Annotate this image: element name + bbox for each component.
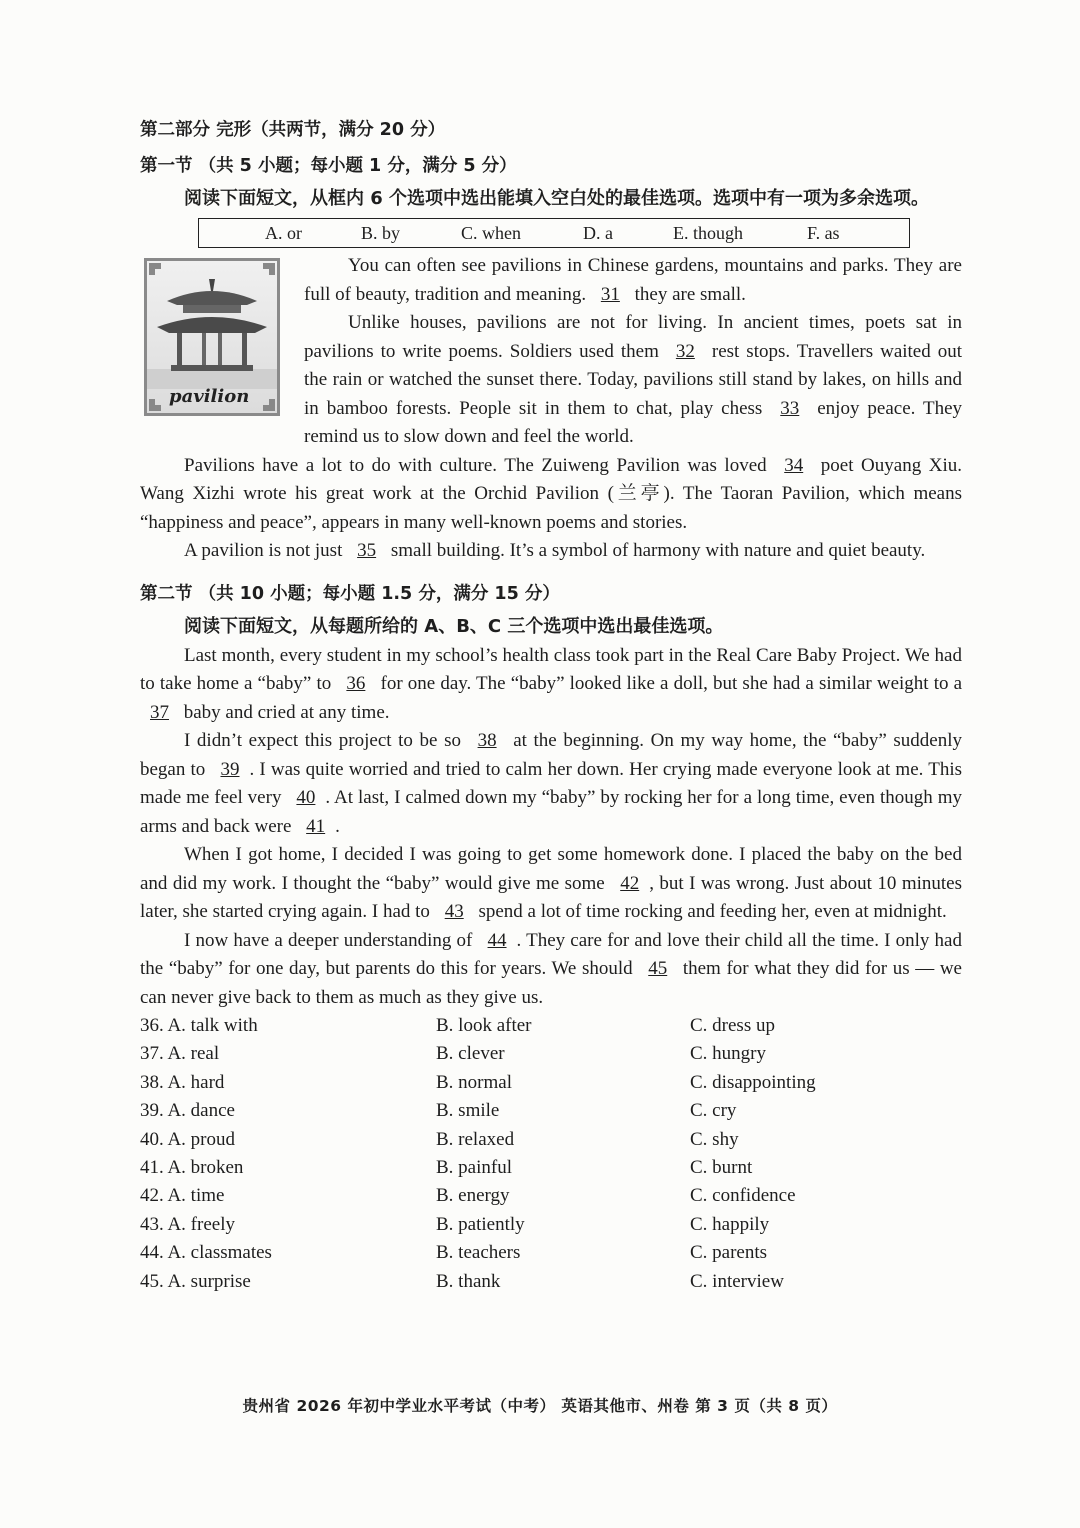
- choice-a[interactable]: 39. A. dance: [140, 1100, 235, 1122]
- choice-row-41: [140, 1154, 962, 1182]
- choice-c[interactable]: C. confidence: [690, 1185, 796, 1207]
- choice-a[interactable]: 38. A. hard: [140, 1071, 225, 1093]
- passage1-para1: You can often see pavilions in Chinese gardens, mountains and parks. They are full of beauty, tradition and meaning. 31 they are small.: [304, 252, 962, 309]
- part-title: 第二部分 完形（共两节，满分 20 分）: [140, 120, 446, 140]
- choice-b[interactable]: B. energy: [436, 1185, 510, 1207]
- choice-a[interactable]: 40. A. proud: [140, 1128, 235, 1150]
- blank-41[interactable]: 41: [306, 815, 326, 837]
- choice-c[interactable]: C. happily: [690, 1213, 770, 1235]
- blank-43[interactable]: 43: [444, 901, 464, 922]
- blank-44[interactable]: 44: [487, 929, 507, 951]
- choice-a[interactable]: 37. A. real: [140, 1043, 220, 1065]
- blank-34[interactable]: 34: [784, 454, 804, 476]
- blank-32[interactable]: 32: [675, 340, 695, 362]
- passage1-top: [140, 252, 962, 452]
- choice-row-42: [140, 1182, 962, 1210]
- section2-instruction: 阅读下面短文，从每题所给的 A、B、C 三个选项中选出最佳选项。: [184, 615, 724, 637]
- choice-a[interactable]: 44. A. classmates: [140, 1242, 272, 1264]
- choice-row-36: [140, 1012, 962, 1040]
- choice-c[interactable]: C. burnt: [690, 1157, 753, 1179]
- option-a: A. or: [265, 222, 302, 243]
- option-d: D. a: [583, 222, 613, 243]
- passage2-para4: I now have a deeper understanding of 44 . They care for and love their child all the time. I only had the “baby” for one day, but parents do this for years. We should 45 them for what they did for us — we can never give back to them as much as they give us.: [140, 927, 962, 1013]
- option-f: F. as: [807, 222, 840, 243]
- choice-c[interactable]: C. hungry: [690, 1043, 766, 1065]
- blank-35[interactable]: 35: [357, 540, 377, 561]
- choice-a[interactable]: 42. A. time: [140, 1185, 225, 1207]
- section1-title: 第一节 （共 5 小题；每小题 1 分，满分 5 分）: [140, 156, 517, 176]
- passage1-para2: Unlike houses, pavilions are not for living. In ancient times, poets sat in pavilions to write poems. Soldiers used them 32 rest stops. Travellers waited out the rain or watched the sunset there. Today, pavilions still stand by lakes, on hills and in bamboo forests. People sit in them to chat, play chess 33 enjoy peace. They remind us to slow down and feel the world.: [304, 312, 963, 447]
- choice-b[interactable]: B. teachers: [436, 1242, 521, 1264]
- pavilion-image: [144, 258, 280, 416]
- pavilion-caption: pavilion: [169, 386, 250, 407]
- choice-c[interactable]: C. cry: [690, 1100, 737, 1122]
- choice-a[interactable]: 36. A. talk with: [140, 1015, 258, 1036]
- blank-45[interactable]: 45: [648, 958, 668, 979]
- blank-42[interactable]: 42: [620, 872, 640, 894]
- choice-c[interactable]: C. shy: [690, 1128, 739, 1150]
- blank-40[interactable]: 40: [296, 787, 316, 808]
- choice-b[interactable]: B. clever: [436, 1043, 505, 1065]
- choice-b[interactable]: B. painful: [436, 1157, 512, 1179]
- passage2-para1: Last month, every student in my school’s health class took part in the Real Care Baby Project. We had to take home a “baby” to 36 for one day. The “baby” looked like a doll, but she had a similar weight to a 37 baby and cried at any time.: [140, 642, 962, 728]
- choice-b[interactable]: B. look after: [436, 1015, 532, 1036]
- blank-37[interactable]: 37: [150, 701, 169, 723]
- choice-row-43: [140, 1211, 962, 1239]
- choice-b[interactable]: B. patiently: [436, 1213, 525, 1235]
- exam-page: [140, 112, 962, 1296]
- choice-a[interactable]: 41. A. broken: [140, 1157, 244, 1179]
- option-e: E. though: [673, 222, 743, 243]
- choice-b[interactable]: B. relaxed: [436, 1128, 515, 1150]
- passage1-para4: A pavilion is not just 35 small building. It’s a symbol of harmony with nature and quiet beauty.: [140, 537, 962, 566]
- passage1-para3: Pavilions have a lot to do with culture. The Zuiweng Pavilion was loved 34 poet Ouyang Xiu. Wang Xizhi wrote his great work at the Orchid Pavilion (兰亭). The Taoran Pavilion, which means “happiness and peace”, appears in many well-known poems and stories.: [140, 452, 962, 538]
- option-b: B. by: [361, 222, 401, 243]
- choice-b[interactable]: B. thank: [436, 1270, 501, 1292]
- page-footer: 贵州省 2026 年初中学业水平考试（中考） 英语其他市、州卷 第 3 页（共 8 页）: [242, 1397, 838, 1415]
- section2-title: 第二节 （共 10 小题；每小题 1.5 分，满分 15 分）: [140, 583, 560, 604]
- choice-row-44: [140, 1239, 962, 1267]
- choice-row-38: [140, 1069, 962, 1097]
- section1-instruction: 阅读下面短文，从框内 6 个选项中选出能填入空白处的最佳选项。选项中有一项为多余选项。: [184, 188, 930, 209]
- option-box: [198, 218, 910, 248]
- passage1-side-text: [304, 252, 962, 452]
- choice-c[interactable]: C. disappointing: [690, 1071, 816, 1093]
- choice-c[interactable]: C. interview: [690, 1270, 784, 1292]
- option-c: C. when: [461, 222, 521, 243]
- choice-a[interactable]: 43. A. freely: [140, 1213, 235, 1235]
- choice-b[interactable]: B. normal: [436, 1071, 512, 1093]
- blank-38[interactable]: 38: [477, 730, 497, 751]
- choice-row-37: [140, 1040, 962, 1068]
- choice-c[interactable]: C. dress up: [690, 1015, 775, 1036]
- blank-39[interactable]: 39: [220, 758, 240, 780]
- choice-list: [140, 1012, 962, 1296]
- choice-row-45: [140, 1268, 962, 1296]
- passage2-para3: When I got home, I decided I was going to get some homework done. I placed the baby on the bed and did my work. I thought the “baby” would give me some 42 , but I was wrong. Just about 10 minutes later, she started crying again. I had to 43 spend a lot of time rocking and feeding her, even at midnight.: [140, 841, 962, 927]
- choice-row-40: [140, 1126, 962, 1154]
- choice-a[interactable]: 45. A. surprise: [140, 1270, 251, 1292]
- blank-31[interactable]: 31: [600, 283, 620, 305]
- choice-b[interactable]: B. smile: [436, 1100, 500, 1122]
- blank-33[interactable]: 33: [780, 397, 800, 419]
- blank-36[interactable]: 36: [346, 673, 366, 694]
- section2: [140, 576, 962, 1297]
- choice-c[interactable]: C. parents: [690, 1242, 768, 1264]
- choice-row-39: [140, 1097, 962, 1125]
- passage2-para2: I didn’t expect this project to be so 38 at the beginning. On my way home, the “baby” suddenly began to 39 . I was quite worried and tried to calm her down. Her crying made everyone look at me. This made me feel very 40 . At last, I calmed down my “baby” by rocking her for a long time, even though my arms and back were 41 .: [140, 727, 962, 841]
